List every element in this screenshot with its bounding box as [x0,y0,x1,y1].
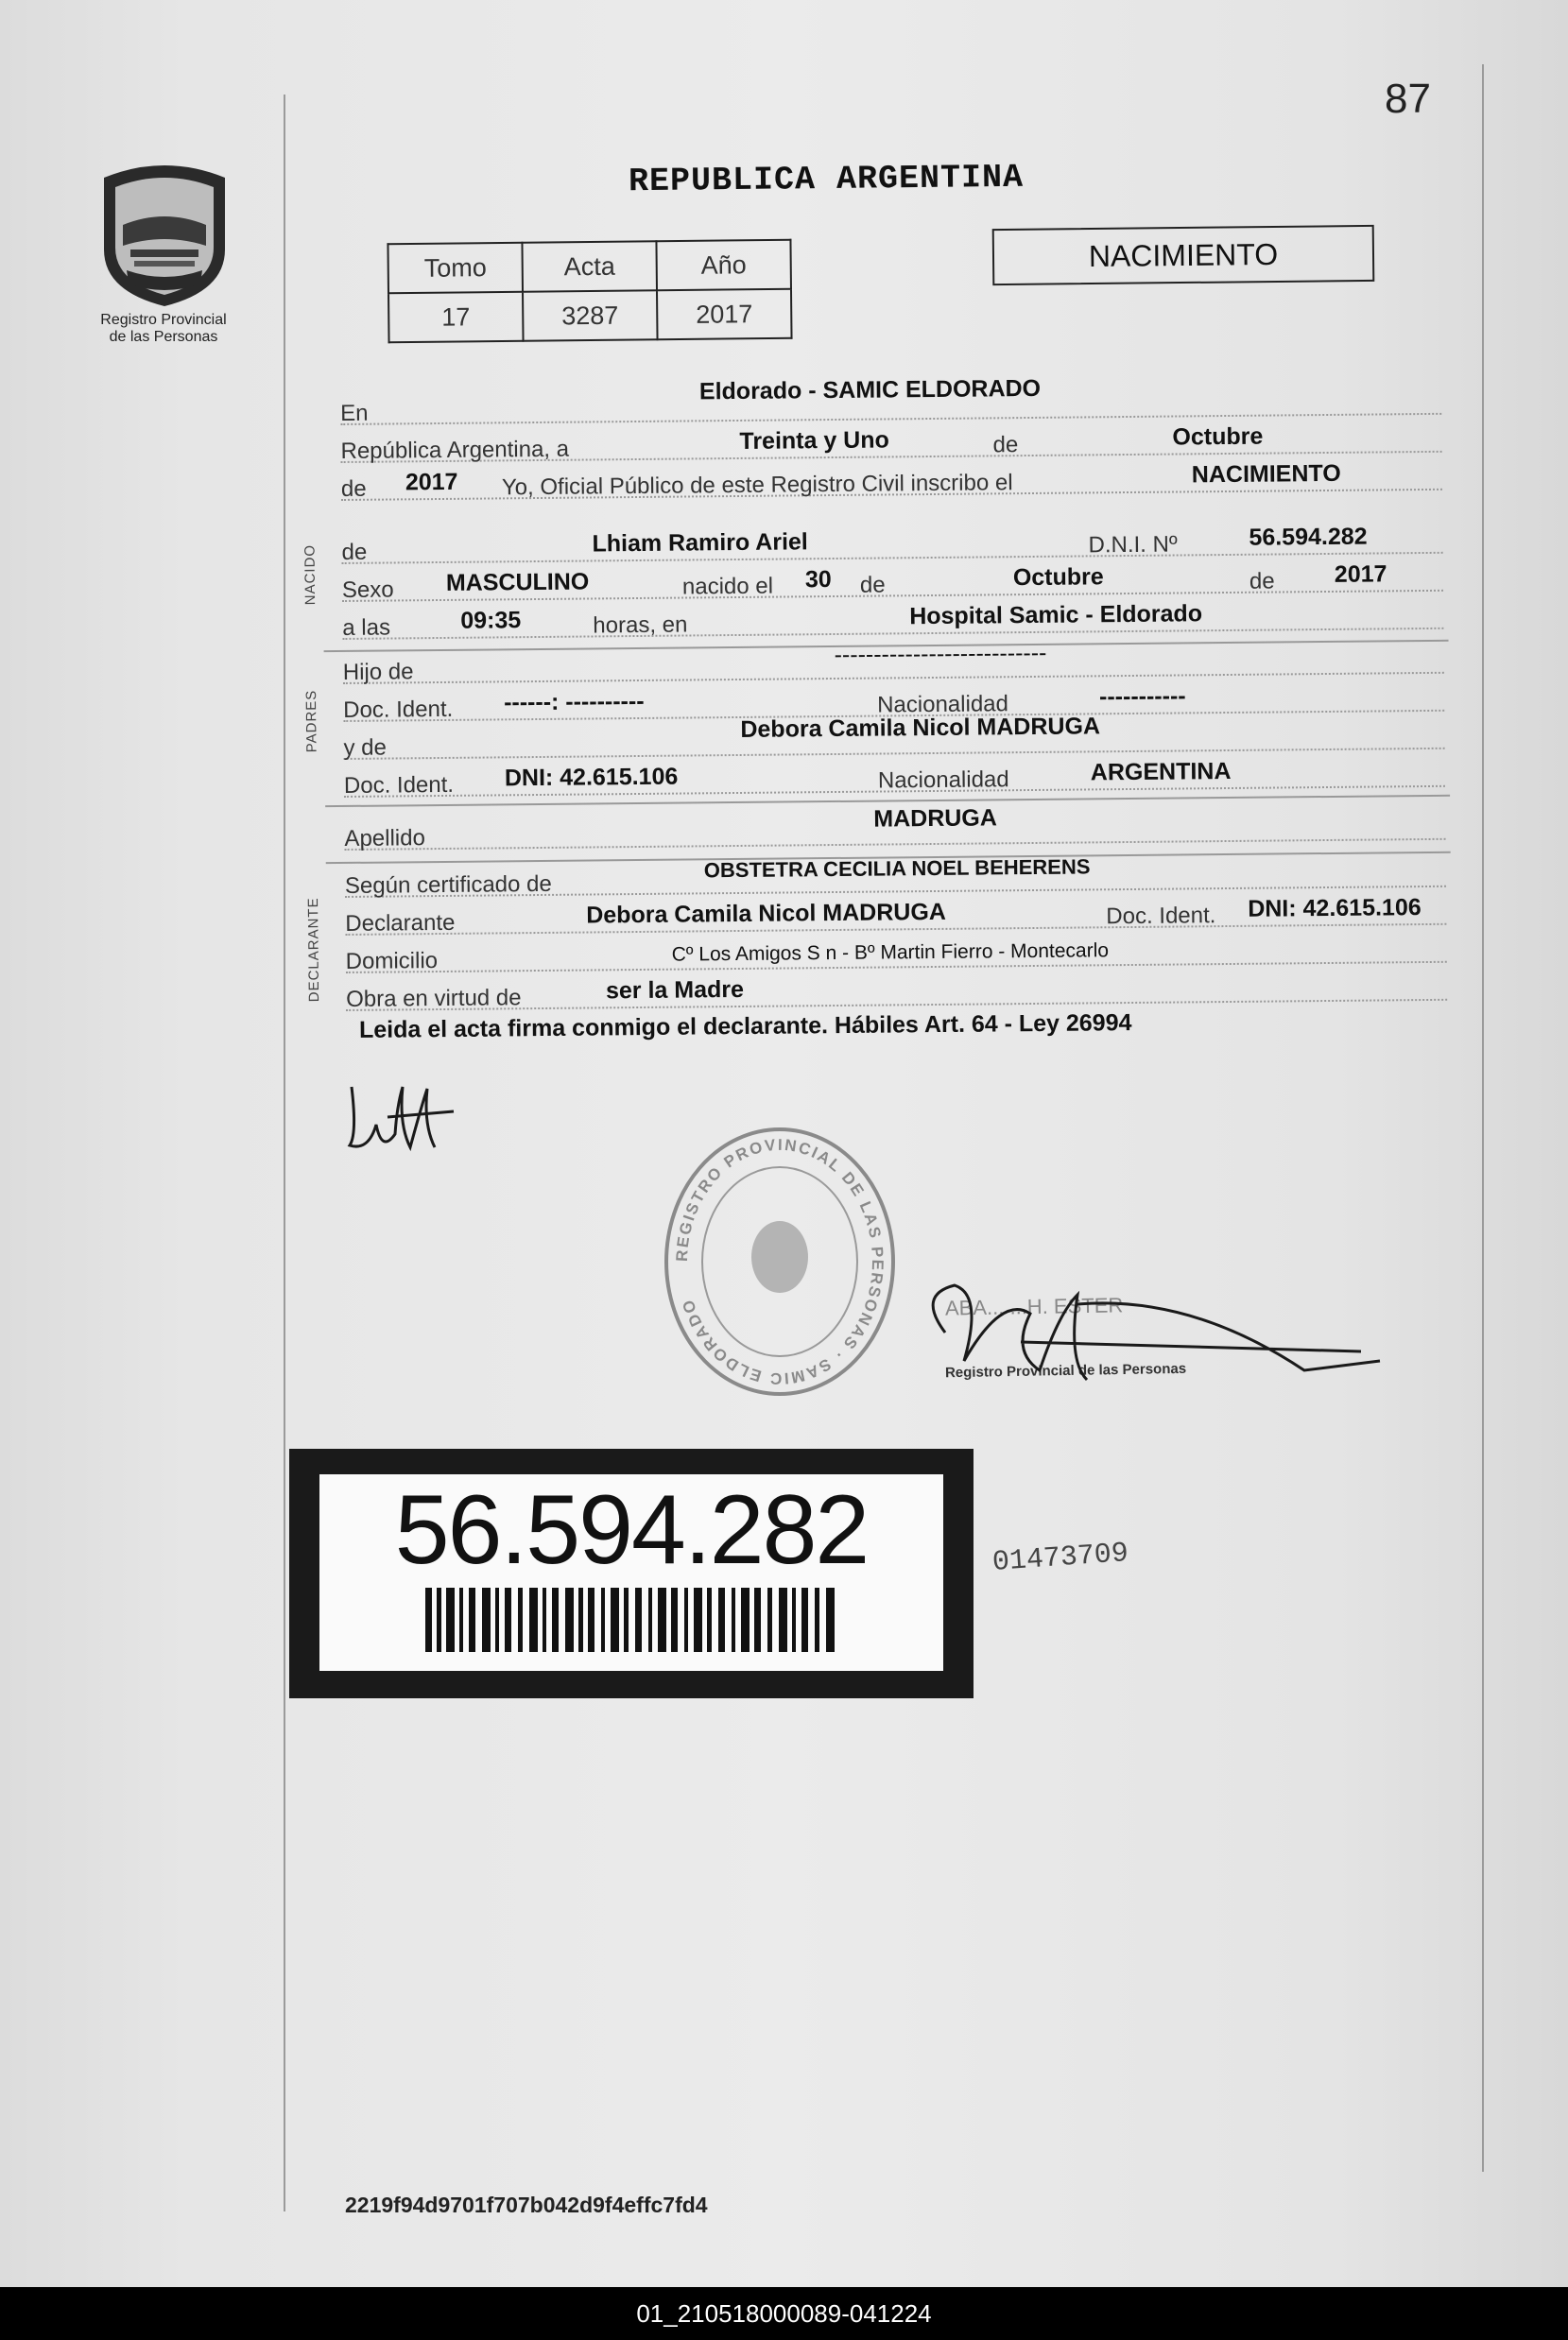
row-apellido [344,804,1445,854]
value-padre-nombre: --------------------------- [834,639,1047,668]
value-madre-nac: ARGENTINA [1090,757,1232,786]
value-tomo: 17 [388,292,524,342]
declarant-signature [340,1068,473,1162]
label-doc-ident: Doc. Ident. [343,696,454,723]
official-round-stamp [662,1125,898,1399]
label-domicilio: Domicilio [345,948,439,974]
value-padre-nac: ----------- [1098,682,1186,711]
label-hijo-de: Hijo de [342,659,414,685]
value-mes: Octubre [1172,422,1264,451]
value-nombre: Lhiam Ramiro Ariel [592,528,808,558]
label-de: de [859,572,886,598]
label-nacionalidad: Nacionalidad [877,691,1009,718]
document-hash: 2219f94d9701f707b042d9f4effc7fd4 [345,2193,708,2217]
section-label-padres: PADRES [302,689,320,753]
document-title: REPUBLICA ARGENTINA [628,158,1025,201]
officer-stamp-line2: Registro Provincial de las Personas [944,1360,1187,1382]
record-type-box: NACIMIENTO [992,225,1375,285]
label-a-las: a las [342,614,391,641]
value-tipo: NACIMIENTO [1191,459,1341,489]
header-acta: Acta [522,241,657,291]
label-de: de [992,432,1019,458]
row-declarante [345,895,1446,939]
scan-footer-label: 01_210518000089-041224 [0,2287,1568,2340]
value-sexo: MASCULINO [445,568,590,596]
value-madre-nombre: Debora Camila Nicol MADRUGA [740,713,1101,743]
logo-caption-line2: de las Personas [109,329,218,345]
officer-stamp-line1: ABA... ...H. ESTER [944,1293,1124,1320]
label-y-de: y de [343,734,388,761]
birth-record-form [0,0,1568,1137]
section-label-declarante: DECLARANTE [305,897,323,1003]
dotted-line [345,838,1446,851]
label-horas: horas, en [593,611,688,639]
value-apellido: MADRUGA [873,804,997,833]
row-nombre [341,524,1442,568]
label-declarante: Declarante [345,909,456,937]
label-oficial: Yo, Oficial Público de este Registro Civil inscribo el [501,470,1013,501]
label-de: de [341,539,368,565]
value-madre-doc: DNI: 42.615.106 [504,763,679,792]
section-label-nacido: NACIDO [302,543,319,606]
serial-number: 01473709 [991,1538,1130,1579]
barcode-bars [425,1588,841,1652]
row-madre [343,713,1444,764]
row-hora [342,599,1443,644]
row-sexo [342,561,1443,606]
officer-signature [907,1257,1408,1427]
label-apellido: Apellido [344,825,426,852]
value-hora: 09:35 [460,607,522,634]
value-certificado: OBSTETRA CECILIA NOEL BEHERENS [703,854,1091,883]
value-nac-dia: 30 [804,566,832,594]
value-nac-mes: Octubre [1012,563,1104,592]
label-de: de [340,475,367,502]
value-anio: 2017 [405,468,458,496]
value-dia-letras: Treinta y Uno [739,426,889,455]
label-doc-ident: Doc. Ident. [1106,903,1216,930]
label-nacido: nacido el [681,573,774,600]
barcode-number: 56.594.282 [394,1475,869,1585]
value-dni: 56.594.282 [1249,523,1368,551]
value-declarante: Debora Camila Nicol MADRUGA [586,898,947,929]
label-republica: República Argentina, a [340,436,570,464]
value-lugar-nac: Hospital Samic - Eldorado [909,600,1203,630]
header-anio: Año [656,240,791,290]
value-lugar: Eldorado - SAMIC ELDORADO [698,374,1042,405]
stamp-ring-text: REGISTRO PROVINCIAL DE LAS PERSONAS · SAMIC ELDORADO [672,1135,887,1388]
closing-statement: Leida el acta firma conmigo el declarante. Hábiles Art. 64 - Ley 26994 [358,1009,1132,1043]
value-padre-doc: ------: ---------- [503,687,645,716]
value-obra: ser la Madre [605,975,745,1005]
label-de: de [1249,568,1275,594]
label-dni: D.N.I. Nº [1088,531,1178,559]
row-domicilio [346,933,1447,977]
label-segun: Según certificado de [344,870,552,899]
row-madre-doc [344,757,1445,801]
header-tomo: Tomo [388,243,523,293]
value-acta: 3287 [523,290,658,340]
value-domicilio: Cº Los Amigos S n - Bº Martin Fierro - Montecarlo [671,939,1110,966]
label-doc-ident: Doc. Ident. [343,771,455,799]
value-nac-anio: 2017 [1334,560,1387,588]
row-inscripcion [341,460,1442,505]
row-obra [346,971,1447,1015]
label-sexo: Sexo [341,576,394,603]
row-lugar [340,374,1441,429]
value-anio: 2017 [657,289,792,339]
label-nacionalidad: Nacionalidad [877,766,1009,794]
page-number: 87 [1385,76,1431,122]
value-declarante-doc: DNI: 42.615.106 [1248,894,1422,922]
label-obra: Obra en virtud de [345,985,522,1012]
label-en: En [340,400,369,426]
logo-caption-line1: Registro Provincial [100,312,227,328]
